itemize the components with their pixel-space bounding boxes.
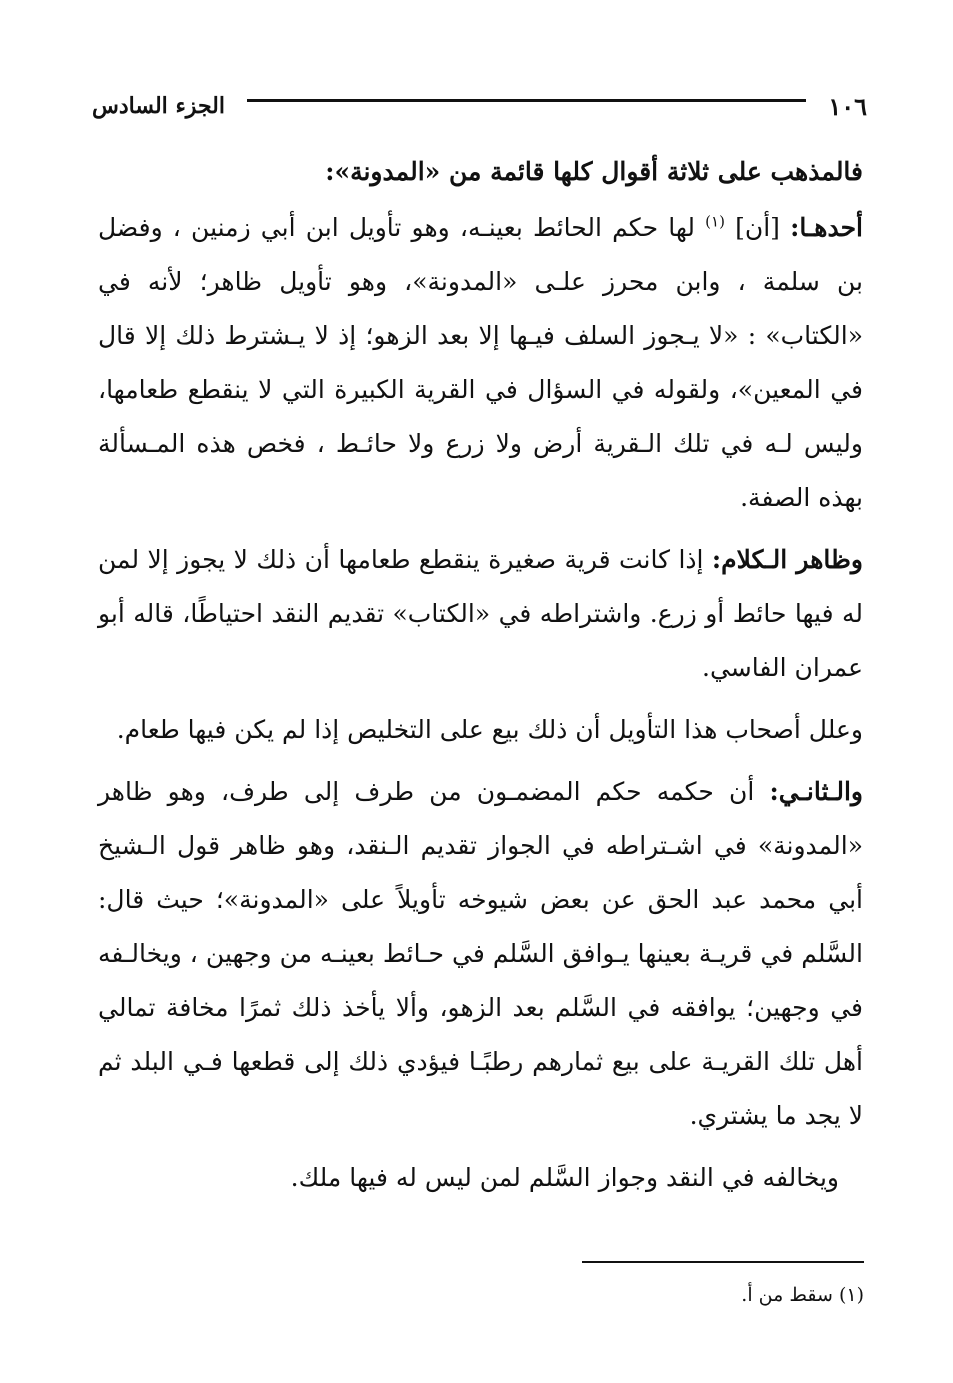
main-text <box>98 145 863 1213</box>
paragraph-second-opinion <box>98 765 863 1143</box>
bracket-insertion: [أن] <box>724 213 791 242</box>
footnote-separator <box>582 1261 864 1263</box>
paragraph-text: وعلل أصحاب هذا التأويل أن ذلك بيع على التخليص إذا لم يكن فيها طعام. <box>116 715 863 744</box>
footnote: (١) سقط من أ. <box>741 1284 864 1306</box>
paragraph-first-opinion <box>98 201 863 525</box>
paragraph-keyword: والـثانـي: <box>769 777 863 806</box>
volume-title: الجزء السادس <box>92 93 225 119</box>
paragraph-text: إذا كانت قرية صغيرة ينقطع طعامها أن ذلك لا يجوز إلا لمن له فيها حائط أو زرع. واشتراطه في «الكتاب» تقديم النقد احتياطًا، قاله أبو عمران الفاسي. <box>98 545 863 682</box>
footnote-reference: (١) <box>705 212 725 231</box>
page-number: ١٠٦ <box>828 91 867 121</box>
paragraph-keyword: وظاهر الـكلام: <box>711 545 863 574</box>
paragraph-text: أن حكمه حكم المضمـون من طرف إلى طرف، وهو ظاهر «المدونة» في اشـتراطه في الجواز تقديم الـنقد، وهو ظاهر قول الـشيخ أبي محمد عبد الحق عن بعض شيوخه تأويلاً على «المدونة»؛ حيث قال: السَّلم في قريـة بعينها يـوافق السَّلم في حـائط بعينـه من وجهين ، ويخالـفه في وجهين؛ يوافقه في السَّلم بعد الزهو، وألا يأخذ ذلك ثمرًا مخافة تمالي أهل تلك القريـة على بيع ثمارهم رطبًـا فيؤدي ذلك إلى قطعها فـي البلد ثم لا يجد ما يشتري. <box>98 777 863 1130</box>
paragraph-reasoning <box>98 703 863 757</box>
paragraph-apparent-meaning <box>98 533 863 695</box>
header-rule <box>247 99 806 102</box>
paragraph-keyword: أحدهـا: <box>790 213 863 242</box>
paragraph-text: ويخالفه في النقد وجواز السَّلم لمن ليس له فيها ملك. <box>290 1163 839 1192</box>
running-header <box>92 88 867 124</box>
lead-line: فالمذهب على ثلاثة أقوال كلها قائمة من «المدونة»: <box>325 157 863 186</box>
paragraph-difference <box>98 1151 863 1205</box>
paragraph-text: لها حكم الحائط بعينـه، وهو تأويل ابن أبي زمنين ، وفضل بن سلمة ، وابن محرز علـى «المدونة»، وهو تأويل ظاهر؛ لأنه في «الكتاب» : «لا يـجوز السلف فيـها إلا بعد الزهو؛ إذ لا يـشترط ذلك إلا قال في المعين»، ولقوله في السؤال في القرية الكبيرة التي لا ينقطع طعامها، وليس لـه في تلك الـقرية أرض ولا زرع ولا حائـط ، فخص هذه المـسألة بهذه الصفة. <box>98 213 863 512</box>
